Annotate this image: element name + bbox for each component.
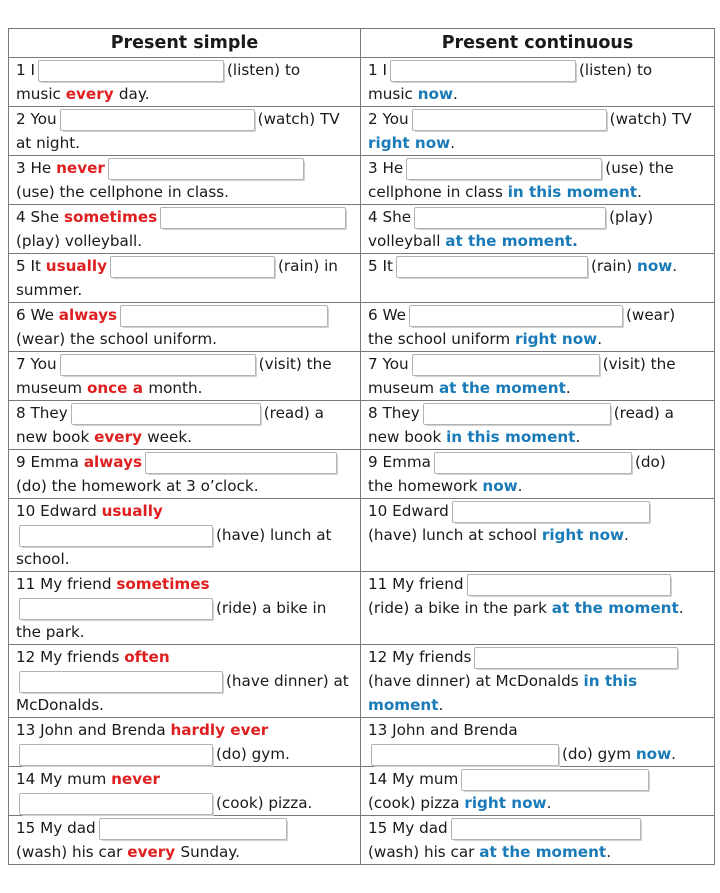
sentence-line — [368, 742, 708, 766]
present-continuous-cell — [361, 254, 715, 303]
time-expression: in this moment — [446, 428, 576, 446]
sentence-text: 11 My friend — [368, 575, 464, 593]
sentence-text: 11 My friend — [16, 575, 117, 593]
sentence-line — [16, 816, 354, 840]
sentence-line — [16, 596, 354, 620]
answer-blank[interactable] — [145, 452, 337, 474]
sentence-line — [368, 718, 708, 742]
present-continuous-cell — [361, 816, 715, 865]
time-expression: now — [482, 477, 518, 495]
sentence-line — [16, 450, 354, 474]
answer-blank[interactable] — [19, 793, 213, 815]
sentence-text: 2 You — [16, 110, 57, 128]
sentence-text: (rain) — [590, 257, 638, 275]
sentence-text: week. — [147, 428, 192, 446]
sentence-line — [16, 523, 354, 547]
answer-blank[interactable] — [371, 744, 559, 766]
sentence-line — [16, 474, 354, 498]
frequency-adverb: always — [58, 306, 118, 324]
answer-blank[interactable] — [412, 109, 607, 131]
sentence-line — [368, 303, 708, 327]
sentence-text: . — [438, 696, 444, 714]
sentence-text: (do) — [634, 453, 666, 471]
answer-blank[interactable] — [110, 256, 275, 278]
sentence-text: (use) the — [605, 159, 674, 177]
sentence-text: the school uniform — [368, 330, 515, 348]
frequency-adverb: usually — [101, 502, 163, 520]
present-simple-cell — [9, 816, 361, 865]
sentence-text: (wash) his car — [368, 843, 480, 861]
exercise-row — [9, 767, 715, 816]
frequency-adverb: usually — [45, 257, 107, 275]
exercise-row — [9, 254, 715, 303]
sentence-text: 13 John and Brenda — [16, 721, 171, 739]
frequency-adverb: every — [65, 85, 119, 103]
sentence-text: month. — [148, 379, 203, 397]
sentence-text: 6 We — [368, 306, 406, 324]
sentence-text: (cook) pizza. — [216, 794, 313, 812]
answer-blank[interactable] — [390, 60, 576, 82]
present-simple-cell — [9, 645, 361, 718]
time-expression: in this moment — [507, 183, 638, 201]
exercise-row — [9, 401, 715, 450]
header-present-continuous: Present continuous — [361, 29, 715, 58]
sentence-text: (watch) TV — [257, 110, 340, 128]
sentence-text: . — [672, 257, 678, 275]
sentence-line — [16, 131, 354, 155]
sentence-line — [368, 82, 708, 106]
answer-blank[interactable] — [451, 818, 641, 840]
answer-blank[interactable] — [19, 744, 213, 766]
time-expression: right now — [368, 134, 451, 152]
answer-blank[interactable] — [160, 207, 346, 229]
sentence-line — [368, 327, 708, 351]
frequency-adverb: every — [127, 843, 181, 861]
present-simple-cell — [9, 450, 361, 499]
frequency-adverb: never — [111, 770, 160, 788]
sentence-text: 15 My dad — [368, 819, 448, 837]
sentence-text: (cook) pizza — [368, 794, 465, 812]
sentence-text: (use) the cellphone in class. — [16, 183, 230, 201]
exercise-row — [9, 499, 715, 572]
answer-blank[interactable] — [412, 354, 600, 376]
sentence-text: Sunday. — [180, 843, 240, 861]
sentence-line — [368, 791, 708, 815]
sentence-text: the homework — [368, 477, 483, 495]
sentence-line — [368, 156, 708, 180]
sentence-line — [16, 718, 354, 742]
time-expression: now — [635, 745, 672, 763]
sentence-text: 3 He — [368, 159, 404, 177]
sentence-text: (have) lunch at school — [368, 526, 542, 544]
sentence-line — [16, 205, 354, 229]
sentence-text: (rain) in — [278, 257, 338, 275]
time-expression: at the moment — [551, 599, 679, 617]
sentence-text: cellphone in class — [368, 183, 508, 201]
present-simple-cell — [9, 352, 361, 401]
sentence-line — [16, 303, 354, 327]
sentence-line — [16, 742, 354, 766]
present-simple-cell — [9, 767, 361, 816]
sentence-text: . — [606, 843, 612, 861]
sentence-text: music — [368, 85, 418, 103]
sentence-text: (visit) the — [602, 355, 676, 373]
sentence-line — [16, 791, 354, 815]
sentence-line — [16, 620, 354, 644]
frequency-adverb: sometimes — [116, 575, 210, 593]
sentence-text: 1 I — [368, 61, 387, 79]
sentence-line — [368, 669, 708, 693]
sentence-text: . — [453, 85, 458, 103]
sentence-line — [368, 254, 708, 278]
sentence-line — [16, 693, 354, 717]
sentence-text: 12 My friends — [368, 648, 472, 666]
sentence-text: . — [671, 745, 676, 763]
time-expression: now — [417, 85, 454, 103]
present-continuous-cell — [361, 58, 715, 107]
answer-blank[interactable] — [452, 501, 650, 523]
sentence-line — [368, 474, 708, 498]
sentence-line — [368, 840, 708, 864]
sentence-text: 14 My mum — [368, 770, 459, 788]
sentence-text: (listen) to — [578, 61, 653, 79]
present-simple-cell — [9, 572, 361, 645]
answer-blank[interactable] — [396, 256, 588, 278]
exercise-row — [9, 572, 715, 645]
sentence-line — [16, 327, 354, 351]
sentence-text: (wear) the school uniform. — [16, 330, 217, 348]
answer-blank[interactable] — [414, 207, 606, 229]
sentence-text: (do) the homework at 3 o’clock. — [16, 477, 259, 495]
answer-blank[interactable] — [120, 305, 328, 327]
sentence-text: 8 They — [16, 404, 68, 422]
exercise-row — [9, 156, 715, 205]
sentence-line — [16, 425, 354, 449]
sentence-text: 9 Emma — [16, 453, 84, 471]
sentence-text: volleyball — [368, 232, 446, 250]
sentence-text: museum — [16, 379, 87, 397]
sentence-text: 8 They — [368, 404, 420, 422]
sentence-line — [368, 401, 708, 425]
sentence-text: . — [517, 477, 523, 495]
frequency-adverb: often — [124, 648, 170, 666]
sentence-line — [16, 254, 354, 278]
sentence-text: 15 My dad — [16, 819, 96, 837]
sentence-text: 6 We — [16, 306, 59, 324]
sentence-line — [368, 205, 708, 229]
sentence-line — [368, 352, 708, 376]
sentence-line — [16, 278, 354, 302]
sentence-text: 5 It — [368, 257, 393, 275]
sentence-text: 5 It — [16, 257, 46, 275]
answer-blank[interactable] — [71, 403, 261, 425]
sentence-text: (listen) to — [226, 61, 301, 79]
sentence-line — [368, 58, 708, 82]
sentence-text: (do) gym. — [216, 745, 290, 763]
sentence-text: (do) gym — [562, 745, 636, 763]
present-simple-cell — [9, 107, 361, 156]
sentence-line — [368, 229, 708, 253]
sentence-text: new book — [368, 428, 447, 446]
present-continuous-cell — [361, 767, 715, 816]
sentence-text: (wash) his car — [16, 843, 128, 861]
sentence-text: (have) lunch at — [216, 526, 332, 544]
present-simple-cell — [9, 205, 361, 254]
sentence-text: (read) a — [263, 404, 324, 422]
sentence-line — [16, 669, 354, 693]
sentence-line — [368, 425, 708, 449]
sentence-line — [16, 156, 354, 180]
sentence-line — [368, 131, 708, 155]
sentence-text: . — [597, 330, 603, 348]
sentence-text: . — [637, 183, 642, 201]
sentence-text: at night. — [16, 134, 80, 152]
answer-blank[interactable] — [434, 452, 632, 474]
exercise-row — [9, 718, 715, 767]
sentence-text: . — [678, 599, 684, 617]
worksheet — [8, 28, 714, 865]
sentence-text: music — [16, 85, 66, 103]
time-expression: in this — [583, 672, 638, 690]
answer-blank[interactable] — [461, 769, 649, 791]
exercise-row — [9, 352, 715, 401]
present-simple-cell — [9, 499, 361, 572]
sentence-text: (play) — [609, 208, 654, 226]
sentence-line — [16, 376, 354, 400]
sentence-text: 2 You — [368, 110, 409, 128]
sentence-text: 7 You — [16, 355, 57, 373]
frequency-adverb: every — [94, 428, 148, 446]
sentence-text: school. — [16, 550, 70, 568]
sentence-text: (visit) the — [258, 355, 332, 373]
sentence-line — [16, 547, 354, 571]
present-simple-cell — [9, 58, 361, 107]
sentence-text: summer. — [16, 281, 83, 299]
exercise-row — [9, 58, 715, 107]
sentence-line — [16, 499, 354, 523]
answer-blank[interactable] — [38, 60, 224, 82]
sentence-line — [368, 499, 708, 523]
present-continuous-cell — [361, 156, 715, 205]
sentence-text: 9 Emma — [368, 453, 431, 471]
time-expression: right now — [514, 330, 598, 348]
time-expression: right now — [464, 794, 547, 812]
answer-blank[interactable] — [60, 109, 255, 131]
time-expression: now — [637, 257, 673, 275]
exercise-row — [9, 303, 715, 352]
sentence-text: 12 My friends — [16, 648, 125, 666]
present-simple-cell — [9, 156, 361, 205]
exercise-row — [9, 205, 715, 254]
sentence-line — [368, 645, 708, 669]
sentence-line — [16, 58, 354, 82]
time-expression: moment — [368, 696, 439, 714]
time-expression: at the moment. — [445, 232, 578, 250]
sentence-text: 7 You — [368, 355, 409, 373]
sentence-line — [368, 572, 708, 596]
answer-blank[interactable] — [423, 403, 611, 425]
time-expression: at the moment — [438, 379, 566, 397]
sentence-text: new book — [16, 428, 95, 446]
sentence-text: 10 Edward — [368, 502, 449, 520]
sentence-line — [368, 376, 708, 400]
present-continuous-cell — [361, 303, 715, 352]
answer-blank[interactable] — [19, 598, 213, 620]
sentence-line — [368, 107, 708, 131]
present-continuous-cell — [361, 499, 715, 572]
answer-blank[interactable] — [99, 818, 287, 840]
sentence-text: (ride) a bike in — [216, 599, 327, 617]
sentence-text: the park. — [16, 623, 85, 641]
frequency-adverb: sometimes — [63, 208, 158, 226]
present-continuous-cell — [361, 718, 715, 767]
sentence-line — [16, 401, 354, 425]
answer-blank[interactable] — [19, 671, 223, 693]
sentence-text: (have dinner) at — [226, 672, 349, 690]
present-continuous-cell — [361, 450, 715, 499]
sentence-line — [368, 693, 708, 717]
sentence-text: . — [450, 134, 456, 152]
sentence-line — [368, 450, 708, 474]
sentence-text: (ride) a bike in the park — [368, 599, 552, 617]
frequency-adverb: hardly ever — [170, 721, 269, 739]
frequency-adverb: once a — [86, 379, 149, 397]
sentence-text: . — [546, 794, 552, 812]
sentence-text: 1 I — [16, 61, 35, 79]
time-expression: right now — [541, 526, 625, 544]
header-row — [9, 29, 715, 58]
exercise-row — [9, 645, 715, 718]
sentence-text: 13 John and Brenda — [368, 721, 518, 739]
sentence-line — [16, 767, 354, 791]
sentence-text: (watch) TV — [609, 110, 692, 128]
answer-blank[interactable] — [467, 574, 671, 596]
sentence-text: (play) volleyball. — [16, 232, 143, 250]
time-expression: at the moment — [479, 843, 607, 861]
sentence-text: 4 She — [368, 208, 412, 226]
sentence-line — [368, 180, 708, 204]
sentence-line — [368, 523, 708, 547]
answer-blank[interactable] — [108, 158, 304, 180]
present-continuous-cell — [361, 645, 715, 718]
sentence-line — [368, 816, 708, 840]
frequency-adverb: always — [83, 453, 143, 471]
sentence-text: 14 My mum — [16, 770, 112, 788]
answer-blank[interactable] — [409, 305, 623, 327]
sentence-text: McDonalds. — [16, 696, 104, 714]
present-simple-cell — [9, 303, 361, 352]
present-continuous-cell — [361, 205, 715, 254]
sentence-text: 10 Edward — [16, 502, 102, 520]
sentence-text: . — [565, 379, 571, 397]
sentence-line — [16, 840, 354, 864]
present-simple-cell — [9, 718, 361, 767]
present-continuous-cell — [361, 572, 715, 645]
present-simple-cell — [9, 401, 361, 450]
sentence-line — [16, 572, 354, 596]
sentence-line — [16, 645, 354, 669]
present-continuous-cell — [361, 107, 715, 156]
sentence-text: (have dinner) at McDonalds — [368, 672, 584, 690]
sentence-text: museum — [368, 379, 439, 397]
answer-blank[interactable] — [19, 525, 213, 547]
sentence-text: . — [624, 526, 629, 544]
sentence-line — [16, 82, 354, 106]
sentence-line — [368, 767, 708, 791]
exercise-row — [9, 450, 715, 499]
header-present-simple: Present simple — [9, 29, 361, 58]
sentence-text: (read) a — [613, 404, 674, 422]
exercise-table — [8, 28, 715, 865]
sentence-text: . — [575, 428, 581, 446]
sentence-line — [16, 229, 354, 253]
answer-blank[interactable] — [406, 158, 602, 180]
sentence-text: (wear) — [625, 306, 676, 324]
present-simple-cell — [9, 254, 361, 303]
answer-blank[interactable] — [60, 354, 256, 376]
answer-blank[interactable] — [474, 647, 678, 669]
sentence-text: day. — [118, 85, 150, 103]
exercise-row — [9, 816, 715, 865]
frequency-adverb: never — [56, 159, 105, 177]
sentence-line — [16, 180, 354, 204]
sentence-line — [16, 107, 354, 131]
sentence-line — [368, 596, 708, 620]
present-continuous-cell — [361, 401, 715, 450]
sentence-text: 3 He — [16, 159, 57, 177]
present-continuous-cell — [361, 352, 715, 401]
sentence-line — [16, 352, 354, 376]
sentence-text: 4 She — [16, 208, 64, 226]
exercise-row — [9, 107, 715, 156]
